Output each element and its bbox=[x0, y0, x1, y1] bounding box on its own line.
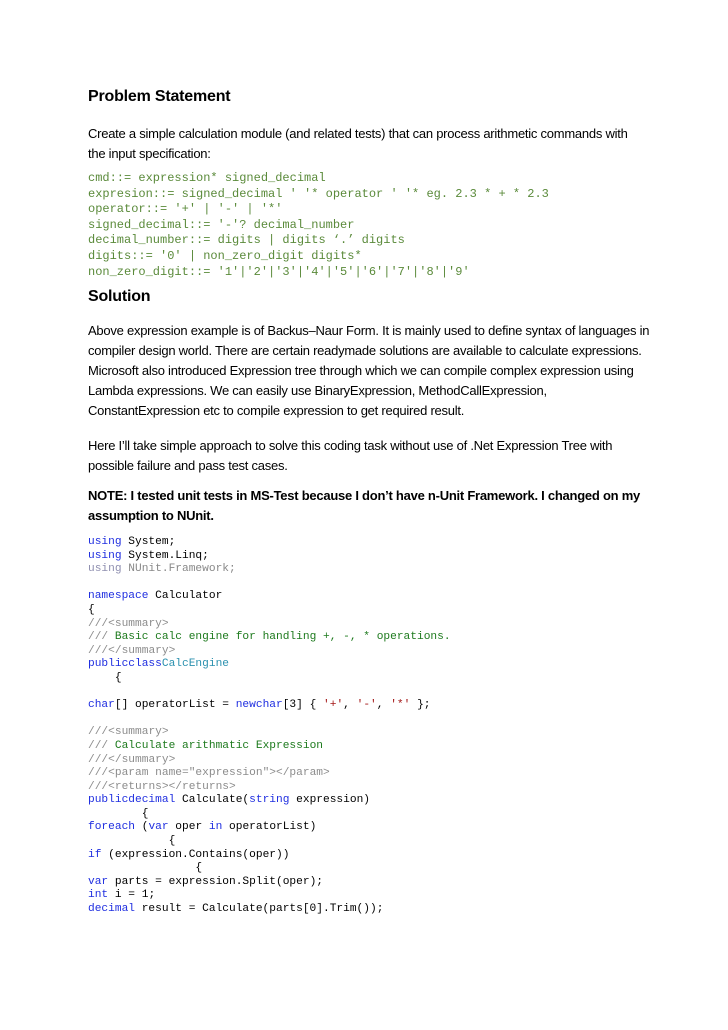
code-token: [3] { bbox=[282, 699, 324, 712]
code-token: </summary> bbox=[108, 753, 176, 766]
code-line bbox=[88, 781, 451, 795]
code-token: { bbox=[88, 807, 149, 820]
code-token: expression) bbox=[289, 794, 371, 807]
code-token: { bbox=[88, 603, 95, 616]
code-token: Calculate arithmatic Expression bbox=[108, 739, 323, 752]
code-token: Calculator bbox=[148, 590, 223, 603]
code-line bbox=[88, 536, 451, 550]
note-paragraph bbox=[88, 486, 648, 526]
code-token: /// bbox=[88, 726, 109, 739]
code-token: '*' bbox=[390, 699, 411, 712]
code-token: operatorList) bbox=[222, 821, 317, 834]
text-line: assumption to NUnit. bbox=[88, 508, 214, 523]
code-token: ( bbox=[135, 821, 149, 834]
code-line bbox=[88, 808, 451, 822]
code-token: newchar bbox=[235, 699, 283, 712]
code-token: '+' bbox=[323, 699, 344, 712]
code-token: /// bbox=[88, 617, 109, 630]
code-token: CalcEngine bbox=[161, 658, 229, 671]
grammar-spec-block bbox=[88, 171, 549, 280]
code-line bbox=[88, 726, 451, 740]
problem-statement-heading: Problem Statement bbox=[88, 88, 231, 105]
code-line bbox=[88, 618, 451, 632]
code-token: int bbox=[88, 889, 109, 902]
code-token: publicdecimal bbox=[88, 794, 176, 807]
code-line bbox=[88, 754, 451, 768]
solution-paragraph-1 bbox=[88, 321, 648, 421]
code-line bbox=[88, 713, 451, 727]
code-line bbox=[88, 590, 451, 604]
code-line bbox=[88, 849, 451, 863]
text-line: NOTE: I tested unit tests in MS-Test because I don’t have n-Unit Framework. I changed on my bbox=[88, 488, 640, 503]
solution-heading: Solution bbox=[88, 288, 151, 305]
text-line: compiler design world. There are certain readymade solutions are available to calculate expressions. bbox=[88, 343, 642, 358]
code-token: foreach bbox=[88, 821, 135, 834]
code-token: { bbox=[88, 671, 122, 684]
code-token: string bbox=[249, 794, 290, 807]
grammar-line: signed_decimal::= '-'? decimal_number bbox=[88, 217, 355, 232]
text-line: ConstantExpression etc to compile expression to get required result. bbox=[88, 403, 465, 418]
grammar-line: expresion::= signed_decimal ' '* operator ' '* eg. 2.3 * + * 2.3 bbox=[88, 186, 549, 201]
code-token: using bbox=[88, 536, 122, 548]
solution-paragraph-2 bbox=[88, 436, 648, 476]
grammar-line: digits::= '0' | non_zero_digit digits* bbox=[88, 248, 362, 263]
text-line: possible failure and pass test cases. bbox=[88, 458, 288, 473]
code-line bbox=[88, 794, 451, 808]
code-token: parts = expression.Split(oper); bbox=[108, 875, 323, 888]
code-token: }; bbox=[410, 699, 431, 712]
code-token: { bbox=[88, 835, 176, 848]
code-line bbox=[88, 889, 451, 903]
code-line bbox=[88, 862, 451, 876]
code-token: <summary> bbox=[108, 726, 169, 739]
text-line: the input specification: bbox=[88, 146, 211, 161]
code-token: [] operatorList = bbox=[114, 699, 236, 712]
code-line bbox=[88, 631, 451, 645]
code-token: i = 1; bbox=[108, 889, 156, 902]
code-line bbox=[88, 740, 451, 754]
code-line bbox=[88, 658, 451, 672]
text-line: Lambda expressions. We can easily use BinaryExpression, MethodCallExpression, bbox=[88, 383, 547, 398]
code-token: var bbox=[148, 821, 169, 834]
code-token: , bbox=[343, 699, 357, 712]
code-token: '-' bbox=[356, 699, 377, 712]
code-line bbox=[88, 699, 451, 713]
code-token: NUnit.Framework; bbox=[121, 563, 236, 576]
code-token: using bbox=[88, 549, 122, 562]
code-token: /// bbox=[88, 644, 109, 657]
code-token: if bbox=[88, 848, 102, 861]
code-token: namespace bbox=[88, 590, 149, 603]
text-line: Create a simple calculation module (and related tests) that can process arithmetic commands with bbox=[88, 126, 628, 141]
code-line bbox=[88, 550, 451, 564]
code-token: using bbox=[88, 563, 122, 576]
code-line bbox=[88, 686, 451, 700]
code-line bbox=[88, 876, 451, 890]
code-line bbox=[88, 563, 451, 577]
code-token: decimal bbox=[88, 903, 135, 916]
grammar-line: operator::= '+' | '-' | '*' bbox=[88, 202, 283, 217]
grammar-line: cmd::= expression* signed_decimal bbox=[88, 171, 326, 185]
code-token: /// bbox=[88, 739, 109, 752]
code-line bbox=[88, 767, 451, 781]
code-token: result = Calculate(parts[0].Trim()); bbox=[135, 903, 384, 916]
code-line bbox=[88, 645, 451, 659]
code-token: /// bbox=[88, 780, 109, 793]
code-token: , bbox=[376, 699, 391, 712]
code-line bbox=[88, 903, 451, 917]
code-token: oper bbox=[168, 821, 209, 834]
code-token: /// bbox=[88, 767, 109, 780]
code-token: </summary> bbox=[108, 644, 176, 657]
code-line bbox=[88, 835, 451, 849]
code-line bbox=[88, 577, 451, 591]
text-line: Above expression example is of Backus–Naur Form. It is mainly used to define syntax of languages in bbox=[88, 323, 650, 338]
code-token: publicclass bbox=[88, 658, 162, 671]
code-block bbox=[88, 536, 451, 917]
code-line bbox=[88, 604, 451, 618]
code-token: <summary> bbox=[108, 617, 169, 630]
code-token: char bbox=[88, 699, 115, 712]
grammar-line: decimal_number::= digits | digits ‘.’ digits bbox=[88, 233, 405, 248]
code-token: System.Linq; bbox=[121, 549, 209, 562]
code-token: System; bbox=[121, 536, 176, 548]
text-line: Here I’ll take simple approach to solve this coding task without use of .Net Expression Tree with bbox=[88, 438, 613, 453]
code-token: Basic calc engine for handling +, -, * operations. bbox=[108, 631, 451, 644]
code-token: Calculate( bbox=[175, 794, 250, 807]
problem-intro-paragraph bbox=[88, 124, 648, 164]
code-line bbox=[88, 672, 451, 686]
code-token: var bbox=[88, 875, 109, 888]
text-line: Microsoft also introduced Expression tree through which we can compile complex expression using bbox=[88, 363, 634, 378]
code-token: { bbox=[88, 862, 203, 875]
code-token: (expression.Contains(oper)) bbox=[101, 848, 290, 861]
grammar-line: non_zero_digit::= '1'|'2'|'3'|'4'|'5'|'6'|'7'|'8'|'9' bbox=[88, 264, 470, 279]
code-token: /// bbox=[88, 753, 109, 766]
code-line bbox=[88, 821, 451, 835]
code-token: <param name="expression"></param> bbox=[108, 767, 330, 780]
code-token: in bbox=[208, 821, 223, 834]
code-token: /// bbox=[88, 631, 109, 644]
code-token: <returns></returns> bbox=[108, 780, 236, 793]
